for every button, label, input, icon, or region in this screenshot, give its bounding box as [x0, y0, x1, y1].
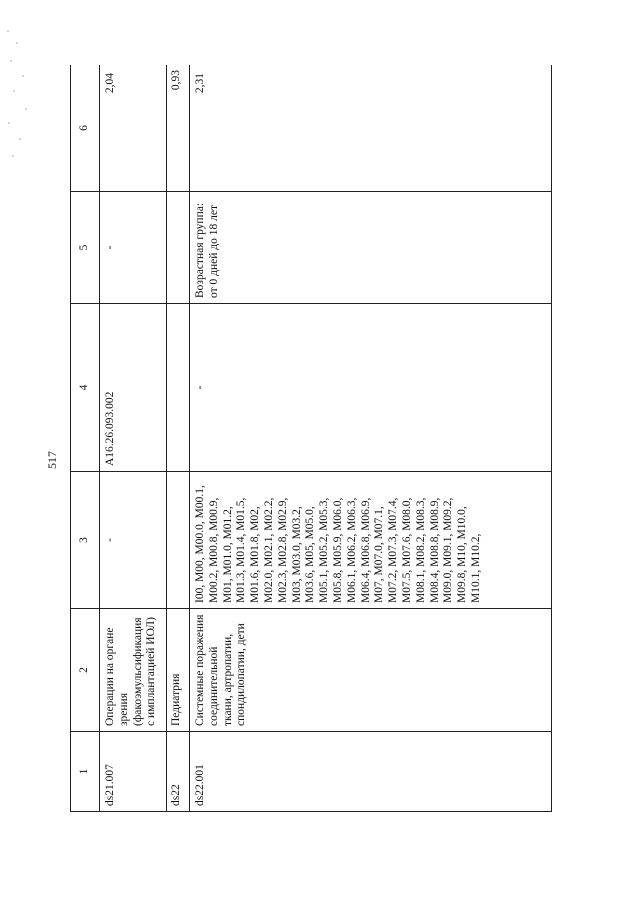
table-row: [167, 65, 190, 812]
name-cell: Педиатрия: [167, 609, 190, 732]
page-number: 517: [45, 451, 59, 469]
criteria-cell: Возрастная группа: от 0 дней до 18 лет: [190, 192, 552, 304]
header-cell: 1: [71, 732, 100, 812]
header-cell: 6: [71, 65, 100, 192]
code-cell: ds22.001: [190, 732, 552, 812]
code-cell: ds22: [167, 732, 190, 812]
tariff-table: [70, 65, 552, 812]
coefficient-cell: 2,31: [190, 65, 552, 192]
rotated-table: [70, 65, 552, 812]
coefficient-cell: 0,93: [167, 65, 190, 192]
diagnoses-cell: [167, 472, 190, 609]
criteria-cell: [167, 192, 190, 304]
service-cell: -: [190, 304, 552, 472]
header-cell: 5: [71, 192, 100, 304]
name-cell: Системные поражения соединительной ткани, артропатии, спондилопатии, дети: [190, 609, 552, 732]
service-cell: [167, 304, 190, 472]
header-cell: 3: [71, 472, 100, 609]
header-cell: 2: [71, 609, 100, 732]
header-cell: 4: [71, 304, 100, 472]
diagnoses-cell: -: [100, 472, 167, 609]
table-row: [100, 65, 167, 812]
scan-noise: [4, 20, 34, 170]
coefficient-cell: 2,04: [100, 65, 167, 192]
code-cell: ds21.007: [100, 732, 167, 812]
diagnoses-cell: I00, M00, M00.0, M00.1, M00.2, M00.8, M00.9, M01, M01.0, M01.2, M01.3, M01.4, M01.5, M01.6, M01.8, M02, M02.0, M02.1, M02.2, M02.3, M02.8, M02.9, M03, M03.0, M03.2, M03.6, M05, M05.0, M05.1, M05.2, M05.3, M05.8, M05.9, M06.0, M06.1, M06.2, M06.3, M06.4, M06.8, M06.9, M07, M07.0, M07.1, M07.2, M07.3, M07.4, M07.5, M07.6, M08.0, M08.1, M08.2, M08.3, M08.4, M08.8, M08.9, M09.0, M09.1, M09.2, M09.8, M10, M10.0, M10.1, M10.2,: [190, 472, 552, 609]
criteria-cell: -: [100, 192, 167, 304]
service-cell: A16.26.093.002: [100, 304, 167, 472]
table-container: [70, 65, 552, 812]
header-row: [71, 65, 100, 812]
table-row: [190, 65, 552, 812]
name-cell: Операции на органе зрения (факоэмульсификация с имплантацией ИОЛ): [100, 609, 167, 732]
